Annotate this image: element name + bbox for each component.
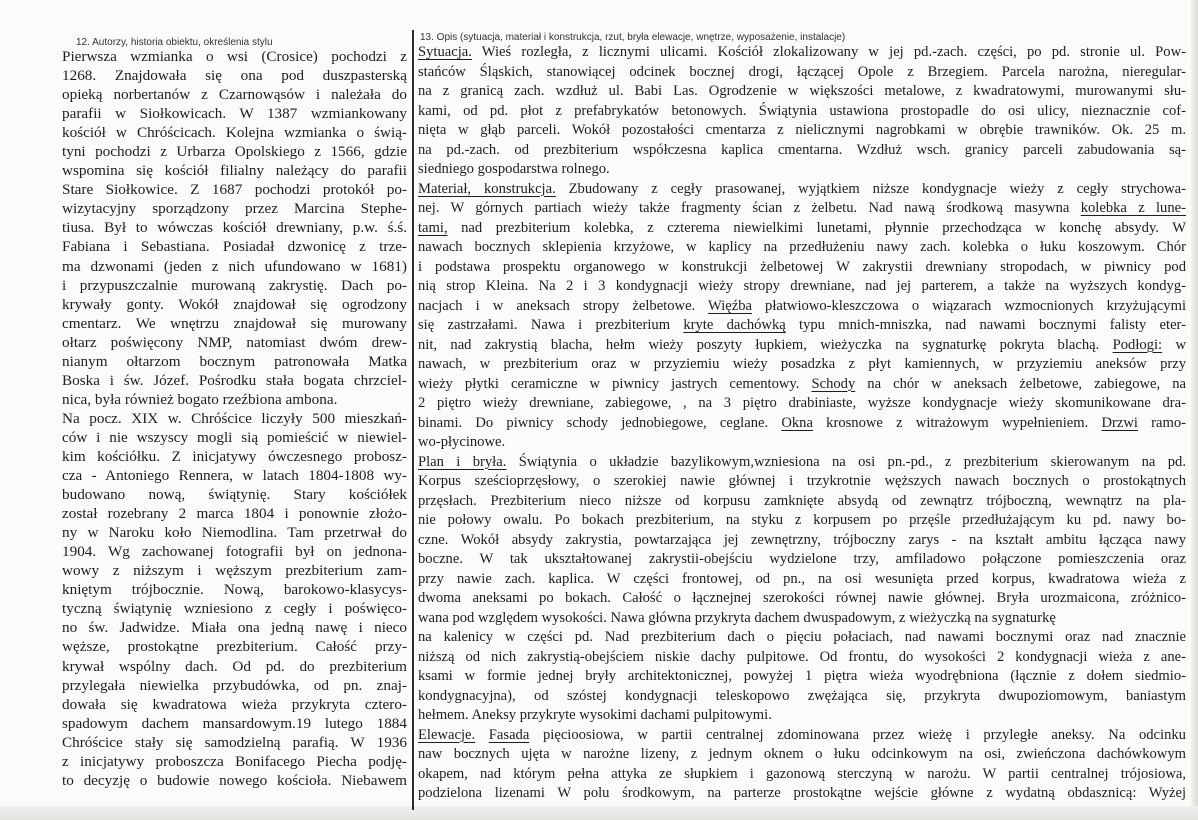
text-segment: nawach, w prezbiterium oraz w przyziemiu wieży posadzka z płyt kamiennych, w przyziemiu aneksów przy [418, 356, 1186, 372]
text-segment: krosnowe z witrażowym wypełnieniem. [812, 414, 1102, 431]
text-line: Na pocz. XIX w. Chróścice liczyły 500 mieszkań- [62, 409, 407, 427]
text-line: no św. Jadwidze. Miała ona jedną nawę i nieco [62, 619, 407, 637]
underlined-heading: kryte dachówką [683, 317, 786, 333]
text-line [418, 687, 1186, 707]
text-line [418, 316, 1186, 336]
text-segment: czne. Wokół absydy zakrystia, powtarzająca jej zewnętrzny, trójboczny zarys - na kształt ambitu łącząca nawy [418, 531, 1186, 548]
text-line [418, 355, 1186, 375]
text-segment [475, 727, 489, 743]
text-segment: Świątynia o układzie bazylikowym,wzniesiona na osi pn.-pd., z prezbiterium skierowanym na pd. [506, 453, 1186, 470]
text-line [418, 297, 1186, 317]
text-segment: boczne. W tak ukształtowanej zakrystii-obejściu wydzielone trzy, amfiladowo połączone pomieszczenia oraz [418, 551, 1186, 567]
text-line [418, 726, 1186, 746]
text-line: tyczną świątynię wzniesiono z cegły i poświęco- [62, 600, 407, 618]
text-segment: okapem, nad którym pełna attyka ze słupkiem i gazonową sterczyną w narożu. W partii centralnej trójosiowa, [418, 765, 1186, 782]
text-line [418, 43, 1186, 63]
underlined-heading: Drzwi [1101, 414, 1138, 431]
text-line: tyni pochodzi z Urbarza Opolskiego z 1566, gdzie [62, 143, 407, 161]
text-line [418, 63, 1186, 83]
text-segment: wana pod względem wysokości. Nawa główna przykryta dachem dwuspadowym, z wieżyczką na sygnaturkę [418, 609, 1056, 626]
text-segment: ksami w formie jednej bryły architektonicznej, powyżej 1 piętra wieża wyodrębniona (łącznie z dołem siedmio- [418, 668, 1186, 684]
text-segment: nawach bocznych sklepienia krzyżowe, w kaplicy na przedłużeniu nawy zach. kolebka o łuku koszowym. Chór [418, 239, 1186, 255]
text-segment: 2 piętro wieży drewniane, zabiegowe, , na 3 piętro drabiniaste, wyższe kondygnacje wieży skomunikowane dra- [418, 395, 1186, 411]
section-13-heading: 13. Opis (sytuacja, materiał i konstrukcja, rzut, bryła elewacje, wnętrze, wyposażenie, instalacje) [420, 32, 846, 43]
text-segment: wieży płytki ceramiczne w piwnicy jastrych cementowy. [418, 375, 812, 392]
text-line: wowy z niższym i węższym prezbiterium zam- [62, 562, 407, 580]
text-line: nica, była również bogato rzeźbiona ambona. [62, 390, 338, 408]
underlined-heading: Więźba [708, 297, 752, 314]
text-line [418, 394, 1186, 414]
text-line: cza - Antoniego Rennera, w latach 1804-1808 wy- [62, 467, 407, 485]
text-line: to decyzję o budowie nowego kościoła. Niebawem [62, 771, 407, 789]
underlined-heading: Podłogi: [1112, 336, 1163, 353]
underlined-heading: Materiał, konstrukcja. [418, 180, 556, 197]
text-line: opieką norbertanów z Czarnowąsów i należała do [62, 86, 407, 104]
text-segment: Korpus sześcioprzęsłowy, o szerokiej nawie głównej i trzykrotnie węższych nawach bocznych o prostokątnych [418, 473, 1186, 489]
text-segment: ramo- [1137, 414, 1187, 431]
text-segment: dwoma aneksami po bokach. Całość o łącznejnej szerokości równej nawie głównej. Bryła urozmaicona, zróżnico- [418, 590, 1186, 606]
text-line [418, 765, 1186, 785]
text-segment: typu mnich-mniszka, nad nawami bocznymi falisty eter- [785, 317, 1186, 333]
text-line [418, 82, 1186, 102]
text-line [418, 219, 1186, 239]
text-segment: podzielona lizenami W polu środkowym, na parterze prostokątne wejście główne z wydatną obdasznicą: Wyżej [418, 785, 1186, 801]
text-line: przylegała niewielka przybudówka, od pn. znaj- [62, 676, 407, 694]
text-line: kościół w Chróścicach. Kolejna wzmianka o świą- [62, 124, 407, 142]
text-line: ców i nie wszyscy mogli sią pomieścić w niewiel- [62, 428, 407, 446]
text-line: Boska i św. Józef. Pośrodku stała bogata chrzciel- [62, 371, 407, 389]
description-text-column [418, 43, 1186, 804]
text-segment: Wieś rozległa, z licznymi ulicami. Kościół zlokalizowany w jej pd.-zach. części, po pd. stronie ul. Pow- [471, 44, 1186, 60]
text-line [418, 160, 1186, 180]
text-line: krywały gonty. Wokół znajdował się ogrodzony [62, 295, 407, 313]
text-line: cmentarz. We wnętrzu znajdował się murowany [62, 314, 407, 332]
text-segment: stańców Śląskich, stanowiącej odcinek bocznej drogi, łączącej Opole z Brzegiem. Parcela narożna, nieregular- [418, 63, 1186, 80]
text-line [418, 277, 1186, 297]
text-segment: Zbudowany z cegły prasowanej, wyjątkiem niższe kondygnacje wieży z cegły strychowa- [555, 180, 1186, 197]
text-line [418, 375, 1186, 395]
text-line [418, 433, 1186, 453]
text-segment: pięcioosiowa, w partii centralnej zdominowana przez wieżę i przyległe aneksy. Na odcinku [529, 726, 1186, 743]
text-segment: kondygnacyjna), od szóstej kondygnacji teleskopowo zwężająca się, przykryta dwupoziomowym, baniastym [418, 687, 1186, 704]
text-line: Fabiana i Sebastiana. Posiadał dzwonicę z trze- [62, 238, 407, 256]
page-edge-shadow [1191, 0, 1198, 820]
text-line [418, 667, 1186, 687]
text-segment: na z granicą zach. wzdłuż ul. Babi Las. Ogrodzenie w większości metalowe, z kwadratowymi, murowanymi słu- [418, 83, 1186, 99]
text-line: Pierwsza wzmianka o wsi (Crosice) pochodzi z [62, 48, 407, 65]
text-line: Stare Siołkowice. Z 1687 pochodzi protokół po- [62, 181, 407, 199]
text-line [418, 745, 1186, 765]
text-line [418, 336, 1186, 356]
underlined-heading: tami, [418, 219, 448, 236]
text-line: 1904. Wg zachowanej fotografii był on jednona- [62, 543, 407, 561]
underlined-heading: Okna [781, 414, 813, 431]
text-line: kim kościółku. Z inicjatywy ówczesnego probosz- [62, 447, 407, 465]
text-line [418, 589, 1186, 609]
text-line: i przypuszczalnie murowaną zakrystię. Dach po- [62, 276, 407, 294]
text-line: ny w Naroku koło Niemodlina. Tam przetrwał do [62, 524, 407, 542]
text-line [418, 414, 1186, 434]
text-line [418, 609, 1186, 629]
text-line: krywał wspólny dach. Od pd. do prezbiterium [62, 657, 407, 675]
text-line [418, 628, 1186, 648]
text-segment: na chór w aneksach żelbetowe, zabiegowe, na [855, 375, 1186, 392]
text-segment: niższą od nich zakrystią-obejściem niskie dachy pulpitowe. Od frontu, do wysokości 2 kondygnacji wieża z ane- [418, 648, 1186, 665]
text-segment: nie połowy owalu. Po bokach prezbiterium, na styku z korpusem po przęśle przedłużającym ku pd. nawy bo- [418, 512, 1186, 528]
text-line [418, 531, 1186, 551]
text-line [418, 180, 1186, 200]
underlined-heading: Sytuacja. [418, 44, 472, 60]
text-line: 1268. Znajdowała się ona pod duszpasterską [62, 67, 407, 85]
text-segment: przy nawie zach. kaplica. W części frontowej, od pn., na osi wesunięta przed korpus, kwadratowa wieża z [418, 570, 1186, 587]
text-segment: hełmem. Aneksy przykryte wysokimi dachami pulpitowymi. [418, 707, 772, 723]
underlined-heading: Fasada [488, 726, 530, 743]
text-segment: wo-płycinowe. [418, 434, 506, 450]
underlined-heading: Schody [811, 375, 856, 392]
underlined-heading: Elewacje. [418, 726, 476, 743]
text-line: tiusa. Był to wówczas kościół drewniany, p.w. ś.ś. [62, 219, 407, 237]
text-line [418, 550, 1186, 570]
text-line [418, 141, 1186, 161]
text-line [418, 706, 1186, 726]
section-12-heading: 12. Autorzy, historia obiektu, określenia stylu [76, 37, 273, 48]
text-line [418, 472, 1186, 492]
text-segment: nacjach i w aneksach stropy żelbetowe. [418, 297, 708, 314]
text-segment: nięta w głąb parceli. Wokół pozostałości cmentarza z nielicznymi nagrobkami w obrębie trawników. Ok. 25 m. [418, 122, 1186, 138]
text-segment: i podstawa prospektu organowego w konstrukcji żelbetowej W zakrystii drewniany stropodach, w piwnicy pod [418, 258, 1186, 275]
text-line [418, 102, 1186, 122]
text-segment: binami. Do piwnicy schody jednobiegowe, ceglane. [418, 414, 782, 431]
text-line [418, 784, 1186, 804]
text-line: wspomina się kościół filialny należący do parafii [62, 162, 407, 180]
underlined-heading: kolebka z lune- [1080, 200, 1186, 216]
text-line: parafii w Siołkowicach. W 1387 wzmiankowany [62, 105, 407, 123]
column-divider [412, 30, 414, 810]
scan-bottom-margin [0, 806, 1198, 820]
text-segment: nej. W górnych partiach wieży także fragmenty ścian z żelbetu. Nad nawą środkową masywna [418, 200, 1081, 216]
text-line: dowała się kwadratowa wieża przykryta cztero- [62, 695, 407, 713]
text-line [418, 570, 1186, 590]
text-line [418, 648, 1186, 668]
text-line [418, 453, 1186, 473]
text-segment: się zastrzałami. Nawa i prezbiterium [418, 317, 684, 333]
text-line: ma dzwonami (jeden z nich ufundowano w 1681) [62, 257, 407, 275]
underlined-heading: Plan i bryła. [418, 453, 507, 470]
text-segment: na kalenicy w części pd. Nad prezbiterium dach o pięciu połaciach, nad nawami bocznymi oraz nad znacznie [418, 629, 1186, 645]
text-segment: kami, od pd. płot z prefabrykatów betonowych. Świątynia ustawiona prostopadle do osi ulicy, nieznacznie cof- [418, 102, 1186, 119]
text-line: ołtarz poświęcony NMP, natomiast dwóm drew- [62, 333, 407, 351]
text-segment: płatwiowo-kleszczowa o wiązarach wzmocnionych krzyżującymi [751, 297, 1186, 314]
text-segment: naw bocznych ujęta w narożne lizeny, z jednym oknem o łuku odcinkowym na osi, zwieńczona dachówkowym [418, 746, 1186, 762]
history-text-column [62, 47, 407, 790]
text-segment: w [1162, 336, 1186, 353]
text-line [418, 199, 1186, 219]
text-line [418, 492, 1186, 512]
text-segment: nad prezbiterium kolebka, z czterema niewielkimi lunetami, płynnie przechodząca w konchę absydy. W [447, 219, 1186, 236]
text-segment: przęsłach. Prezbiterium nieco niższe od korpusu zamknięte absydą od zewnątrz trójboczną, wewnątrz na pla- [418, 492, 1186, 509]
text-line: został rozebrany 2 marca 1804 i ponownie złożo- [62, 505, 407, 523]
text-segment: nit, nad zakrystią blacha, hełm wieży poszyty łupkiem, wieżyczka na sygnaturkę pokryta blachą. [418, 336, 1113, 353]
text-line [418, 238, 1186, 258]
text-line: nianym ołtarzom bocznym patronowała Matka [62, 352, 407, 370]
text-line: budowano nową, świątynię. Stary kościółek [62, 486, 407, 504]
text-line [418, 511, 1186, 531]
text-line: kniętym trójbocznie. Nową, barokowo-klasycys- [62, 581, 407, 599]
text-line: wizytacyjny sporządzony przez Marcina Stephe- [62, 200, 407, 218]
text-line [418, 121, 1186, 141]
text-line: spadowym dachem mansardowym.19 lutego 1884 [62, 714, 407, 732]
text-segment: siedniego gospodarstwa rolnego. [418, 161, 610, 177]
text-line: z inicjatywy proboszcza Bonifacego Piecha podję- [62, 752, 407, 770]
text-segment: na pd.-zach. od prezbiterium współczesna kaplica cmentarna. Wzdłuż wsch. granicy parceli zabudowania są- [418, 141, 1186, 158]
text-line: węższe, prostokątne prezbiterium. Całość przy- [62, 638, 407, 656]
text-line [418, 258, 1186, 278]
text-segment: nią strop Kleina. Na 2 i 3 kondygnacji wieży stropy drewniane, nad jej parterem, a także na wyższych kondyg- [418, 278, 1186, 294]
text-line: Chróścice stały się samodzielną parafią. W 1936 [62, 733, 407, 751]
